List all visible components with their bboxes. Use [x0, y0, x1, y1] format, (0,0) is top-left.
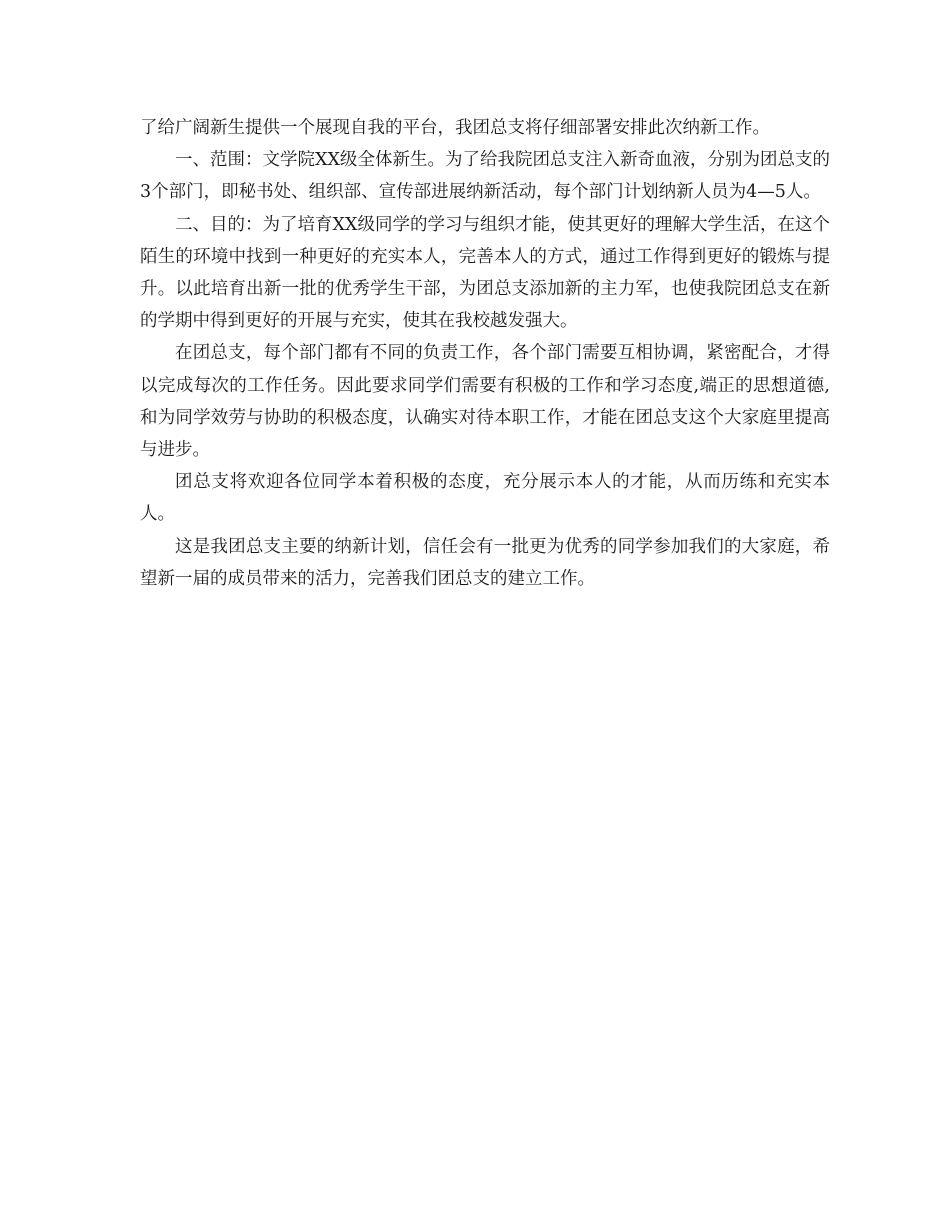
paragraph-departments: 在团总支，每个部门都有不同的负责工作，各个部门需要互相协调，紧密配合，才得以完成每次的工作任务。因此要求同学们需要有积极的工作和学习态度,端正的思想道德,和为同学效劳与协助的积极态度，认确实对待本职工作，才能在团总支这个大家庭里提高与进步。	[140, 343, 830, 461]
paragraph-purpose: 二、目的：为了培育XX级同学的学习与组织才能，使其更好的理解大学生活，在这个陌生的环境中找到一种更好的充实本人，完善本人的方式，通过工作得到更好的锻炼与提升。以此培育出新一批的优秀学生干部，为团总支添加新的主力军，也使我院团总支在新的学期中得到更好的开展与充实，使其在我校越发强大。	[140, 214, 830, 332]
paragraph-conclusion: 这是我团总支主要的纳新计划，信任会有一批更为优秀的同学参加我们的大家庭，希望新一届的成员带来的活力，完善我们团总支的建立工作。	[140, 536, 830, 589]
paragraph-welcome: 团总支将欢迎各位同学本着积极的态度，充分展示本人的才能，从而历练和充实本人。	[140, 472, 830, 525]
document-body	[140, 112, 830, 595]
paragraph-scope: 一、范围：文学院XX级全体新生。为了给我院团总支注入新奇血液，分别为团总支的3个部门，即秘书处、组织部、宣传部进展纳新活动，每个部门计划纳新人员为4—5人。	[140, 150, 830, 203]
paragraph-intro-continuation: 了给广阔新生提供一个展现自我的平台，我团总支将仔细部署安排此次纳新工作。	[140, 118, 770, 138]
